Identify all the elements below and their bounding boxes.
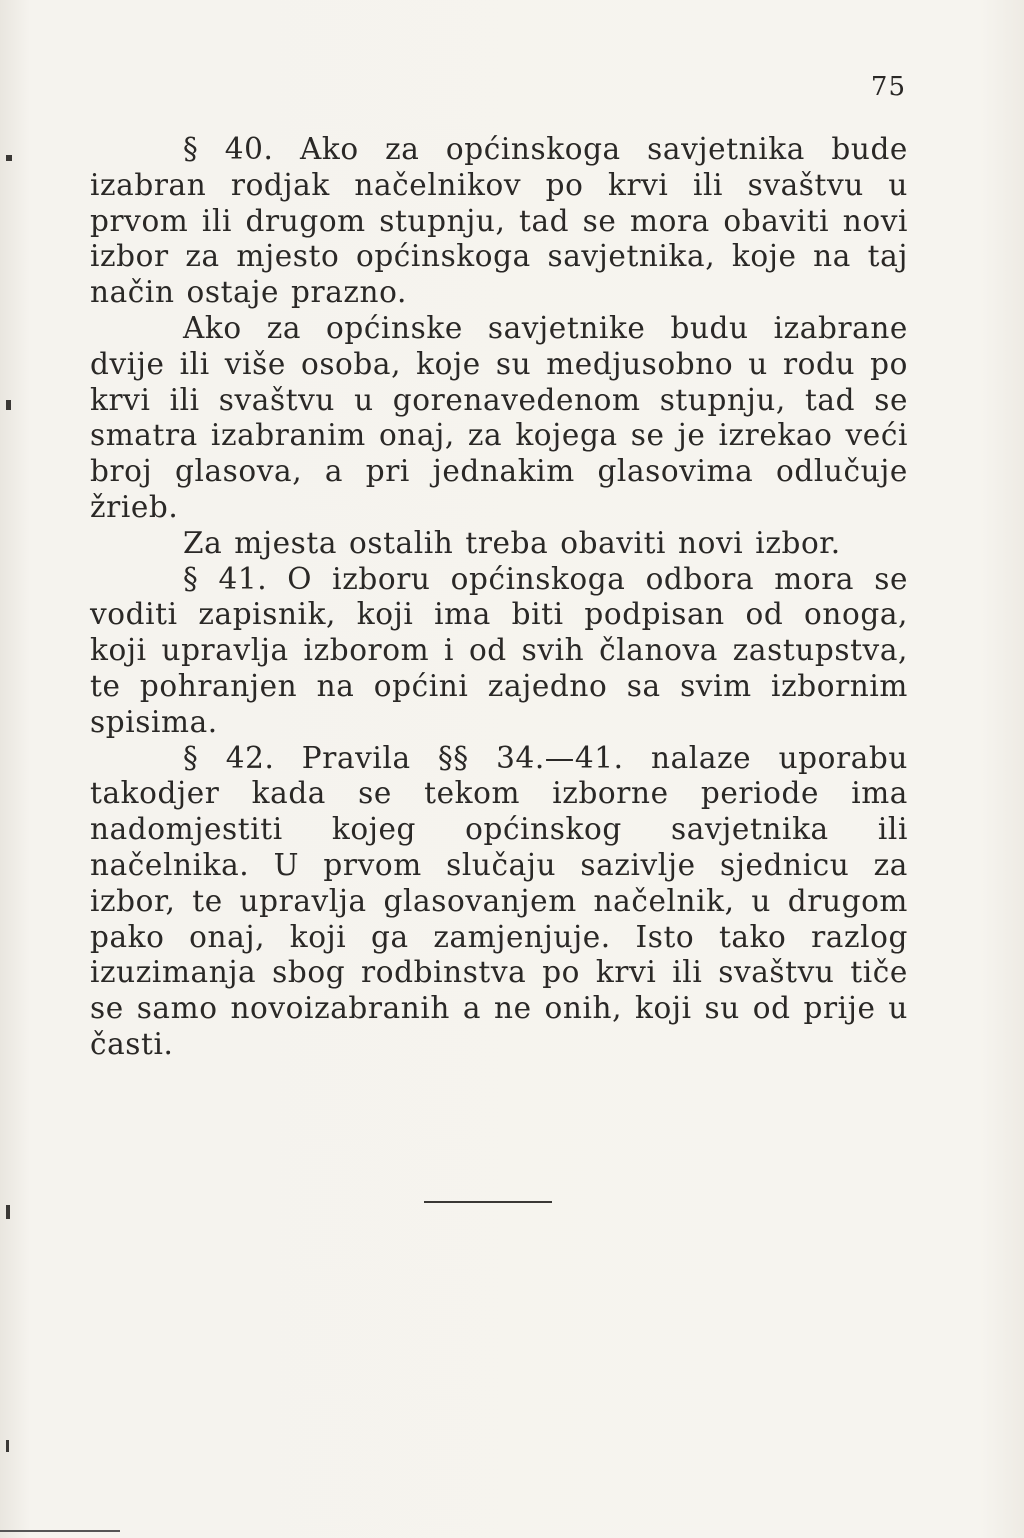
margin-mark — [6, 1205, 10, 1219]
margin-mark — [6, 400, 11, 410]
body-text — [90, 132, 908, 1063]
margin-mark — [6, 1440, 9, 1452]
section-divider-line — [424, 1201, 552, 1203]
scan-edge-line — [0, 1530, 120, 1532]
paragraph-new-election: Za mjesta ostalih treba obaviti novi izbor. — [183, 525, 841, 560]
paragraph-section-41: § 41. O izboru općinskoga odbora mora se voditi zapisnik, koji ima biti podpisan od onoga, koji upravlja izborom i od svih članova zastupstva, te pohranjen na općini zajedno sa svim izbornim spisima. — [90, 561, 908, 739]
page-number: 75 — [870, 72, 906, 102]
paragraph-related-persons: Ako za općinske savjetnike budu izabrane dvije ili više osoba, koje su medjusobno u rodu po krvi ili svaštvu u gorenavedenom stupnju, tad se smatra izabranim onaj, za kojega se je izrekao veći broj glasova, a pri jednakim glasovima odlučuje žrieb. — [90, 310, 908, 524]
paragraph-section-40: § 40. Ako za općinskoga savjetnika bude izabran rodjak načelnikov po krvi ili svaštvu u prvom ili drugom stupnju, tad se mora obaviti novi izbor za mjesto općinskoga savjetnika, koje na taj način ostaje prazno. — [90, 132, 908, 310]
paragraph-section-42: § 42. Pravila §§ 34.—41. nalaze uporabu takodjer kada se tekom izborne periode ima nadomjestiti kojeg općinskog savjetnika ili načelnika. U prvom slučaju sazivlje sjednicu za izbor, te upravlja glasovanjem načelnik, u drugom pako onaj, koji ga zamjenjuje. Isto tako razlog izuzimanja sbog rodbinstva po krvi ili svaštvu tiče se samo novoizabranih a ne onih, koji su od prije u časti. — [90, 740, 908, 1061]
margin-mark — [6, 155, 12, 161]
